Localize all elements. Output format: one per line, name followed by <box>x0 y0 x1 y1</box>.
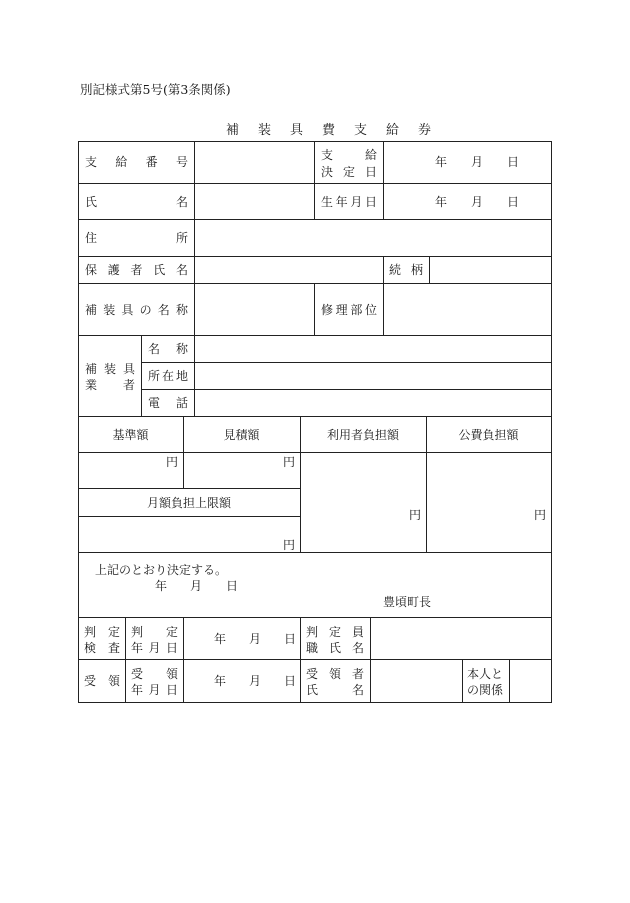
judge-label-line1: 判 定 員 <box>306 625 364 639</box>
public-burden-yen: 円 <box>533 508 546 522</box>
device-name-label: 補 装 具 の 名 称 <box>85 303 188 317</box>
birth-date-month: 月 <box>471 195 484 209</box>
estimate-amount-yen: 円 <box>282 455 295 469</box>
birth-date-day: 日 <box>507 195 520 209</box>
rule-h <box>78 256 552 257</box>
rule-h <box>78 219 552 220</box>
rule-v <box>141 335 142 416</box>
user-burden-header: 利用者負担額 <box>326 428 399 442</box>
vendor-label-line1: 補 装 具 <box>85 362 135 376</box>
vendor-location-label: 所 在 地 <box>148 369 188 383</box>
rule-v <box>314 141 315 220</box>
rule-v <box>125 617 126 703</box>
rule-h <box>78 283 552 284</box>
judgment-date-label-line1: 判 定 <box>131 625 178 639</box>
form-label: 別記様式第5号(第3条関係) <box>80 82 231 97</box>
repair-part-label: 修 理 部 位 <box>321 303 377 317</box>
judgment-month: 月 <box>249 632 262 646</box>
decision-year: 年 <box>155 579 168 593</box>
rule-h <box>78 516 300 517</box>
rule-h <box>141 389 552 390</box>
mayor-title: 豊頃町長 <box>383 595 432 609</box>
decision-date-label-line1: 支 給 <box>321 148 377 162</box>
payment-number-label: 支 給 番 号 <box>85 155 188 169</box>
judge-label-line2: 職 氏 名 <box>306 641 364 655</box>
receipt-day: 日 <box>284 674 297 688</box>
monthly-cap-yen: 円 <box>282 538 295 552</box>
decision-date-month: 月 <box>471 155 484 169</box>
user-burden-yen: 円 <box>408 508 421 522</box>
rule-v <box>183 617 184 703</box>
relation-label-line2: の関係 <box>467 683 504 697</box>
rule-h <box>78 335 552 336</box>
standard-amount-yen: 円 <box>165 455 178 469</box>
receipt-date-label-line2: 年 月 日 <box>131 683 178 697</box>
decision-month: 月 <box>190 579 203 593</box>
rule-v <box>370 617 371 703</box>
rule-v <box>509 659 510 703</box>
form-title: 補装具費支給券 <box>226 123 451 138</box>
receiver-label-line1: 受 領 者 <box>306 667 364 681</box>
rule-v <box>300 617 301 703</box>
receipt-label: 受 領 <box>84 674 120 688</box>
vendor-label-line2: 業 者 <box>85 378 135 392</box>
vendor-phone-label: 電 話 <box>148 396 188 410</box>
birth-date-label: 生 年 月 日 <box>321 195 377 209</box>
decision-day: 日 <box>226 579 239 593</box>
judgment-date-label-line2: 年 月 日 <box>131 641 178 655</box>
judgment-year: 年 <box>214 632 227 646</box>
address-label: 住 所 <box>85 231 188 245</box>
rule-h <box>78 183 552 184</box>
decision-date-label-line2: 決 定 日 <box>321 165 377 179</box>
rule-h <box>141 362 552 363</box>
standard-amount-header: 基準額 <box>112 428 149 442</box>
rule-v <box>429 256 430 284</box>
rule-h <box>78 702 552 703</box>
rule-v <box>78 141 79 703</box>
rule-h <box>78 659 552 660</box>
rule-v <box>383 141 384 220</box>
receipt-date-label-line1: 受 領 <box>131 667 178 681</box>
receipt-year: 年 <box>214 674 227 688</box>
judgment-day: 日 <box>284 632 297 646</box>
relation-label-line1: 本人と <box>467 667 504 681</box>
rule-h <box>78 488 300 489</box>
rule-v <box>551 141 552 703</box>
receiver-label-line2: 氏 名 <box>306 683 364 697</box>
relationship-label: 続 柄 <box>389 263 423 277</box>
guardian-name-label: 保 護 者 氏 名 <box>85 263 188 277</box>
rule-v <box>462 659 463 703</box>
rule-v <box>194 141 195 416</box>
public-burden-header: 公費負担額 <box>458 428 519 442</box>
rule-h <box>78 452 552 453</box>
birth-date-year: 年 <box>435 195 448 209</box>
rule-h <box>78 141 552 142</box>
decision-date-day: 日 <box>507 155 520 169</box>
vendor-name-label: 名 称 <box>148 342 188 356</box>
rule-v <box>383 256 384 336</box>
decision-statement: 上記のとおり決定する。 <box>95 563 228 577</box>
decision-date-year: 年 <box>435 155 448 169</box>
inspection-label-line1: 判 定 <box>84 625 120 639</box>
rule-h <box>78 416 552 417</box>
inspection-label-line2: 検 査 <box>84 641 120 655</box>
estimate-amount-header: 見積額 <box>223 428 260 442</box>
monthly-cap-label: 月額負担上限額 <box>146 496 231 510</box>
rule-v <box>314 283 315 336</box>
rule-h <box>78 617 552 618</box>
receipt-month: 月 <box>249 674 262 688</box>
name-label: 氏 名 <box>85 195 188 209</box>
